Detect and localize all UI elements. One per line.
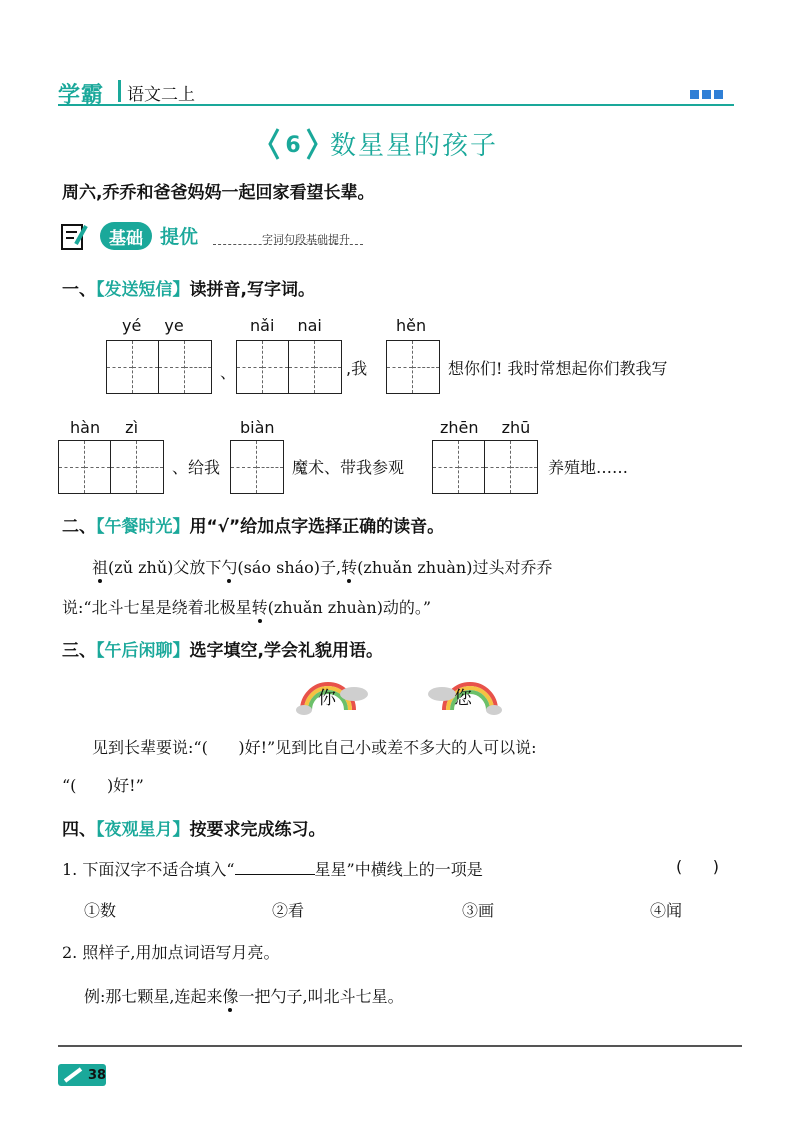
lesson-title: 数星星的孩子 — [330, 131, 499, 161]
answer-box-hen[interactable] — [386, 340, 440, 394]
row1-text1: ,我 — [346, 359, 368, 378]
lesson-heading — [268, 125, 498, 162]
header-separator — [118, 80, 121, 102]
notebook-pencil-icon — [60, 222, 92, 256]
q2-line2-part1: 说:“北斗七星是绕着北极星 — [62, 598, 252, 617]
blank-line — [235, 874, 315, 875]
option-4[interactable]: ④闻 — [650, 901, 683, 920]
q4-instruction: 按要求完成练习。 — [189, 820, 326, 840]
header-decoration — [690, 90, 723, 99]
row1-text2: 想你们! 我时常想起你们教我写 — [448, 359, 668, 378]
page-number: 38 — [88, 1067, 107, 1083]
q4-item2-example — [84, 984, 404, 1007]
q4-number: 四、 — [62, 820, 96, 840]
pencil-icon — [62, 1066, 86, 1084]
pinyin-zhenzhu: zhēn zhū — [440, 418, 531, 437]
q4-item1 — [62, 857, 483, 880]
q3-line1[interactable]: 见到长辈要说:“( )好!”见到比自己小或差不多大的人可以说: — [92, 738, 537, 757]
example-part2: 一把勺子,叫北斗七星。 — [238, 987, 404, 1006]
q4-tag: 【夜观星月】 — [96, 820, 190, 840]
pinyin-bian: biàn — [240, 418, 275, 437]
q2-line2 — [62, 595, 431, 618]
example-part1: 例:那七颗星,连起来 — [84, 987, 223, 1006]
q2-tag: 【午餐时光】 — [96, 517, 190, 537]
dotted-char-zu: 祖 — [92, 558, 109, 577]
option-3[interactable]: ③画 — [462, 901, 495, 920]
answer-box-bian[interactable] — [230, 440, 284, 494]
q1-instruction: 读拼音,写字词。 — [189, 280, 315, 300]
row1-punct: 、 — [220, 363, 237, 382]
dotted-char-xiang: 像 — [222, 987, 239, 1006]
q3-heading — [62, 636, 383, 661]
q2-heading — [62, 512, 444, 537]
q3-tag: 【午后闲聊】 — [96, 641, 190, 661]
pinyin-yeye: yé ye — [122, 316, 184, 335]
q4-item1-answer-paren[interactable]: ( ) — [676, 857, 719, 876]
pinyin-nainai: nǎi nai — [250, 316, 322, 335]
q3-number: 三、 — [62, 641, 96, 661]
q2-instruction: 用“√”给加点字选择正确的读音。 — [189, 517, 445, 537]
q4-item1-label: 1. 下面汉字不适合填入“ — [62, 860, 235, 879]
answer-writing-line[interactable] — [58, 1045, 742, 1047]
section-title: 提优 — [160, 226, 199, 248]
q1-heading — [62, 275, 315, 300]
answer-box-nainai[interactable] — [236, 340, 342, 394]
q3-instruction: 选字填空,学会礼貌用语。 — [189, 641, 383, 661]
option-ni[interactable]: 你 — [318, 688, 336, 709]
q1-tag: 【发送短信】 — [96, 280, 190, 300]
dotted-char-zhuan1: 转 — [341, 558, 358, 577]
q4-heading — [62, 815, 326, 840]
q3-line2[interactable]: “( )好!” — [62, 776, 144, 795]
q2-line1 — [92, 555, 552, 578]
dotted-char-shao: 勺 — [221, 558, 238, 577]
section-desc: 字词句段基础提升 — [262, 233, 350, 246]
section-badge: 基础 — [100, 222, 152, 250]
header-rule — [58, 104, 734, 106]
answer-box-hanzi[interactable] — [58, 440, 164, 494]
page-number-badge — [58, 1064, 106, 1086]
answer-box-yeye[interactable] — [106, 340, 212, 394]
option-2[interactable]: ②看 — [272, 901, 305, 920]
header-subject: 语文二上 — [127, 85, 195, 105]
lesson-number: 6 — [285, 132, 301, 158]
pinyin-hen: hěn — [396, 316, 427, 335]
q2-line2-part2[interactable]: (zhuǎn zhuàn)动的。” — [267, 598, 432, 617]
q4-item2-label: 2. 照样子,用加点词语写月亮。 — [62, 943, 280, 962]
q2-line1-part2[interactable]: (sáo sháo)子, — [237, 558, 342, 577]
dotted-char-zhuan2: 转 — [251, 598, 268, 617]
row2-text1: 、给我 — [172, 458, 221, 477]
q4-item1-label-end: 星星”中横线上的一项是 — [314, 860, 483, 879]
brand-logo: 学霸 — [58, 83, 105, 108]
lesson-number-bracket-icon — [268, 127, 318, 161]
option-nin[interactable]: 您 — [454, 688, 472, 709]
row2-text3: 养殖地…… — [548, 458, 629, 477]
option-1[interactable]: ①数 — [84, 901, 117, 920]
q2-number: 二、 — [62, 517, 96, 537]
q2-line1-part3[interactable]: (zhuǎn zhuàn)过头对乔乔 — [357, 558, 553, 577]
answer-box-zhenzhu[interactable] — [432, 440, 538, 494]
q1-number: 一、 — [62, 280, 96, 300]
intro-text: 周六,乔乔和爸爸妈妈一起回家看望长辈。 — [62, 183, 375, 203]
row2-text2: 魔术、带我参观 — [292, 458, 405, 477]
pinyin-hanzi: hàn zì — [70, 418, 139, 437]
q2-line1-part1[interactable]: (zǔ zhǔ)父放下 — [108, 558, 222, 577]
